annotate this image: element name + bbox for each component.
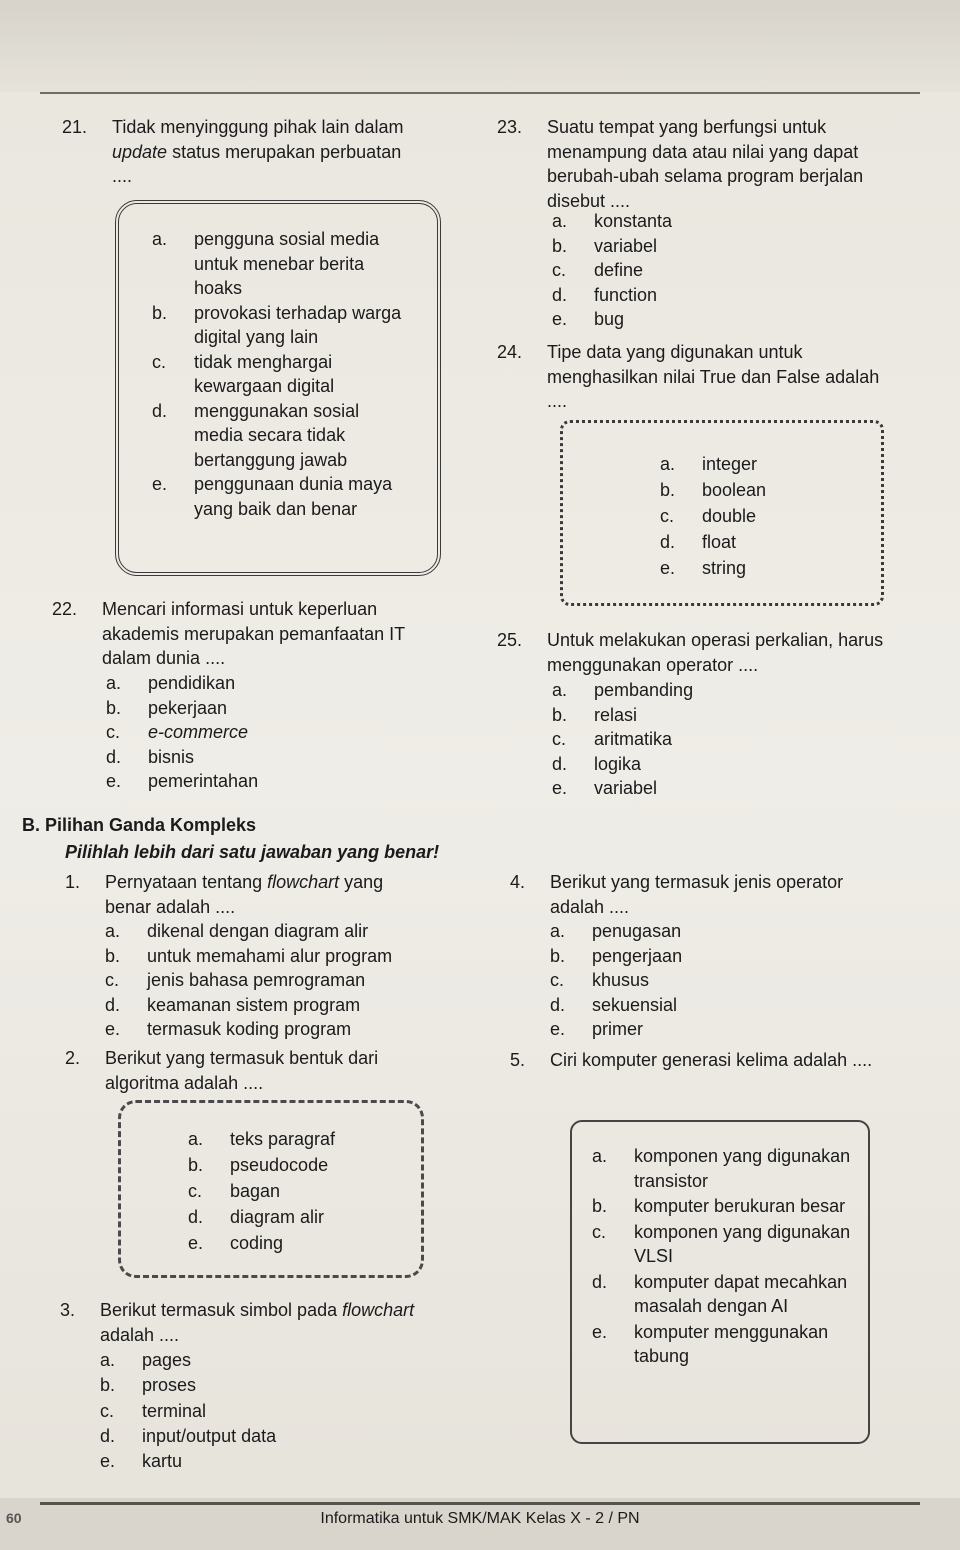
question-stem: Suatu tempat yang berfungsi untuk menampung data atau nilai yang dapat berubah-ubah selama program berjalan disebut .... — [547, 117, 864, 211]
footer-text: Informatika untuk SMK/MAK Kelas X - 2 / PN — [320, 1510, 640, 1527]
option-e[interactable]: e. penggunaan dunia maya yang baik dan benar — [152, 474, 393, 519]
option-e[interactable]: e. primer — [550, 1019, 644, 1039]
option-c[interactable]: c. aritmatika — [552, 729, 673, 749]
question-b3 — [60, 1298, 460, 1347]
question-b5 — [510, 1048, 910, 1073]
option-d[interactable]: d. menggunakan sosial media secara tidak bertanggung jawab — [152, 400, 360, 470]
option-a[interactable]: a. konstanta — [552, 211, 673, 231]
question-stem: Mencari informasi untuk keperluan akademis merupakan pemanfaatan IT dalam dunia .... — [102, 599, 405, 668]
option-d[interactable]: d. input/output data — [100, 1425, 277, 1446]
question-number: 25. — [497, 630, 523, 650]
question-25 — [497, 628, 897, 677]
question-b4 — [510, 870, 900, 919]
question-b1 — [65, 870, 455, 919]
question-number: 21. — [62, 117, 88, 137]
option-c[interactable]: c. tidak menghargai kewargaan digital — [152, 351, 335, 396]
option-d[interactable]: d. komputer dapat mecahkan masalah dengan AI — [592, 1271, 848, 1316]
option-d[interactable]: d. sekuensial — [550, 994, 678, 1015]
option-b[interactable]: b. proses — [100, 1375, 197, 1396]
top-rule — [40, 92, 920, 94]
question-stem: Tipe data yang digunakan untuk menghasilkan nilai True dan False adalah .... — [547, 342, 880, 411]
question-stem: Pernyataan tentang flowchart yang benar adalah .... — [105, 872, 384, 917]
question-b1-options — [105, 919, 465, 1042]
question-22-options — [106, 671, 446, 794]
option-b[interactable]: b. pengerjaan — [550, 945, 683, 966]
section-title: B. Pilihan Ganda Kompleks — [22, 815, 257, 835]
question-b2-options — [188, 1127, 408, 1256]
option-a[interactable]: a. penugasan — [550, 921, 682, 941]
option-c[interactable]: c. jenis bahasa pemrograman — [105, 970, 366, 990]
question-number: 2. — [65, 1048, 81, 1068]
option-c[interactable]: c. bagan — [188, 1181, 281, 1201]
question-24 — [497, 340, 897, 414]
footer-rule — [40, 1502, 920, 1505]
question-number: 24. — [497, 342, 523, 362]
option-a[interactable]: a. integer — [660, 454, 758, 474]
option-c[interactable]: c. khusus — [550, 970, 650, 990]
option-d[interactable]: d. diagram alir — [188, 1207, 325, 1227]
question-23-options — [552, 209, 892, 332]
option-b[interactable]: b. provokasi terhadap warga digital yang lain — [152, 302, 402, 347]
question-stem: Berikut termasuk simbol pada flowchart adalah .... — [100, 1300, 415, 1345]
question-number: 5. — [510, 1050, 526, 1070]
question-23 — [497, 115, 897, 213]
option-d[interactable]: d. bisnis — [106, 746, 195, 767]
option-e[interactable]: e. pemerintahan — [106, 771, 259, 791]
option-a[interactable]: a. komponen yang digunakan transistor — [592, 1146, 851, 1191]
question-number: 4. — [510, 872, 526, 892]
option-b[interactable]: b. pseudocode — [188, 1155, 329, 1175]
option-e[interactable]: e. bug — [552, 309, 625, 329]
section-instruction: Pilihlah lebih dari satu jawaban yang benar! — [65, 842, 440, 862]
option-e[interactable]: e. coding — [188, 1233, 284, 1253]
question-21-options — [152, 227, 410, 521]
option-b[interactable]: b. variabel — [552, 235, 658, 256]
option-e[interactable]: e. komputer menggunakan tabung — [592, 1321, 829, 1366]
option-a[interactable]: a. pembanding — [552, 680, 694, 700]
option-c[interactable]: c. double — [660, 506, 757, 526]
question-b2 — [65, 1046, 455, 1095]
question-stem: Berikut yang termasuk jenis operator adalah .... — [550, 872, 844, 917]
option-d[interactable]: d. float — [660, 532, 737, 552]
option-b[interactable]: b. relasi — [552, 704, 638, 725]
option-b[interactable]: b. pekerjaan — [106, 697, 228, 718]
option-a[interactable]: a. dikenal dengan diagram alir — [105, 921, 369, 941]
option-a[interactable]: a. teks paragraf — [188, 1129, 336, 1149]
option-e[interactable]: e. termasuk koding program — [105, 1019, 352, 1039]
option-e[interactable]: e. kartu — [100, 1451, 183, 1472]
question-stem: Berikut yang termasuk bentuk dari algoritma adalah .... — [105, 1048, 379, 1093]
question-b3-options — [100, 1348, 460, 1474]
question-25-options — [552, 678, 892, 801]
question-number: 23. — [497, 117, 523, 137]
option-e[interactable]: e. string — [660, 558, 747, 578]
option-a[interactable]: a. pengguna sosial media untuk menebar berita hoaks — [152, 229, 380, 298]
question-21 — [62, 115, 452, 189]
question-number: 22. — [52, 599, 78, 619]
option-d[interactable]: d. function — [552, 284, 658, 305]
question-number: 1. — [65, 872, 81, 892]
page-number: 60 — [6, 1510, 22, 1526]
option-c[interactable]: c. define — [552, 260, 644, 280]
question-stem: Untuk melakukan operasi perkalian, harus menggunakan operator .... — [547, 630, 884, 675]
option-b[interactable]: b. boolean — [660, 480, 767, 500]
option-b[interactable]: b. komputer berukuran besar — [592, 1196, 846, 1216]
option-c[interactable]: c. e-commerce — [106, 722, 249, 742]
question-stem: Tidak menyinggung pihak lain dalam update status merupakan perbuatan .... — [112, 117, 404, 186]
question-b4-options — [550, 919, 890, 1042]
question-24-options — [660, 452, 860, 581]
option-d[interactable]: d. logika — [552, 753, 642, 774]
option-b[interactable]: b. untuk memahami alur program — [105, 945, 393, 966]
option-c[interactable]: c. komponen yang digunakan VLSI — [592, 1221, 851, 1266]
option-e[interactable]: e. variabel — [552, 778, 658, 798]
option-c[interactable]: c. terminal — [100, 1400, 207, 1421]
option-d[interactable]: d. keamanan sistem program — [105, 994, 361, 1015]
question-22 — [52, 597, 452, 671]
option-a[interactable]: a. pages — [100, 1350, 192, 1370]
top-margin — [0, 0, 960, 92]
question-stem: Ciri komputer generasi kelima adalah .... — [550, 1050, 873, 1070]
question-b5-options — [592, 1144, 854, 1369]
option-a[interactable]: a. pendidikan — [106, 673, 236, 693]
question-number: 3. — [60, 1300, 76, 1320]
